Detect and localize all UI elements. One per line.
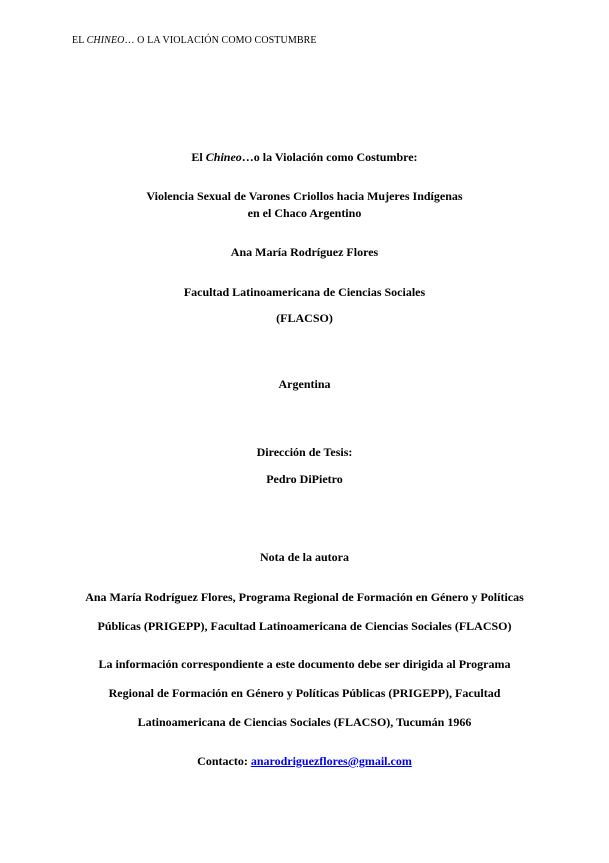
running-header xyxy=(72,35,317,46)
document-title xyxy=(0,150,609,164)
institution-line-1: Facultad Latinoamericana de Ciencias Sociales xyxy=(183,285,426,299)
correspondence-line-3: Latinoamericana de Ciencias Sociales (FLACSO), Tucumán 1966 xyxy=(137,715,472,729)
title-prefix: El xyxy=(191,150,206,164)
subtitle-line-2: en el Chaco Argentino xyxy=(247,206,362,220)
correspondence-line-2: Regional de Formación en Género y Políticas Públicas (PRIGEPP), Facultad xyxy=(108,686,501,700)
contact-line xyxy=(0,754,609,768)
thesis-director: Pedro DiPietro xyxy=(266,472,343,486)
running-header-prefix: EL xyxy=(72,35,87,46)
affiliation-line-1: Ana María Rodríguez Flores, Programa Regional de Formación en Género y Políticas xyxy=(85,590,524,604)
running-header-italic: CHINEO xyxy=(86,35,125,46)
contact-label: Contacto: xyxy=(197,754,251,768)
subtitle-line-1: Violencia Sexual de Varones Criollos hacia Mujeres Indígenas xyxy=(146,189,463,203)
affiliation-line-2: Públicas (PRIGEPP), Facultad Latinoamericana de Ciencias Sociales (FLACSO) xyxy=(97,619,512,633)
contact-email-link[interactable]: anarodriguezflores@gmail.com xyxy=(250,754,412,768)
title-italic: Chineo xyxy=(205,150,242,164)
author-note-heading: Nota de la autora xyxy=(260,550,349,564)
title-suffix: …o la Violación como Costumbre: xyxy=(241,150,418,164)
thesis-label: Dirección de Tesis: xyxy=(256,445,353,459)
institution-line-2: (FLACSO) xyxy=(276,311,333,325)
running-header-suffix: … O LA VIOLACIÓN COMO COSTUMBRE xyxy=(124,35,317,46)
country: Argentina xyxy=(278,377,331,391)
author-name: Ana María Rodríguez Flores xyxy=(230,245,379,259)
correspondence-line-1: La información correspondiente a este documento debe ser dirigida al Programa xyxy=(98,657,511,671)
